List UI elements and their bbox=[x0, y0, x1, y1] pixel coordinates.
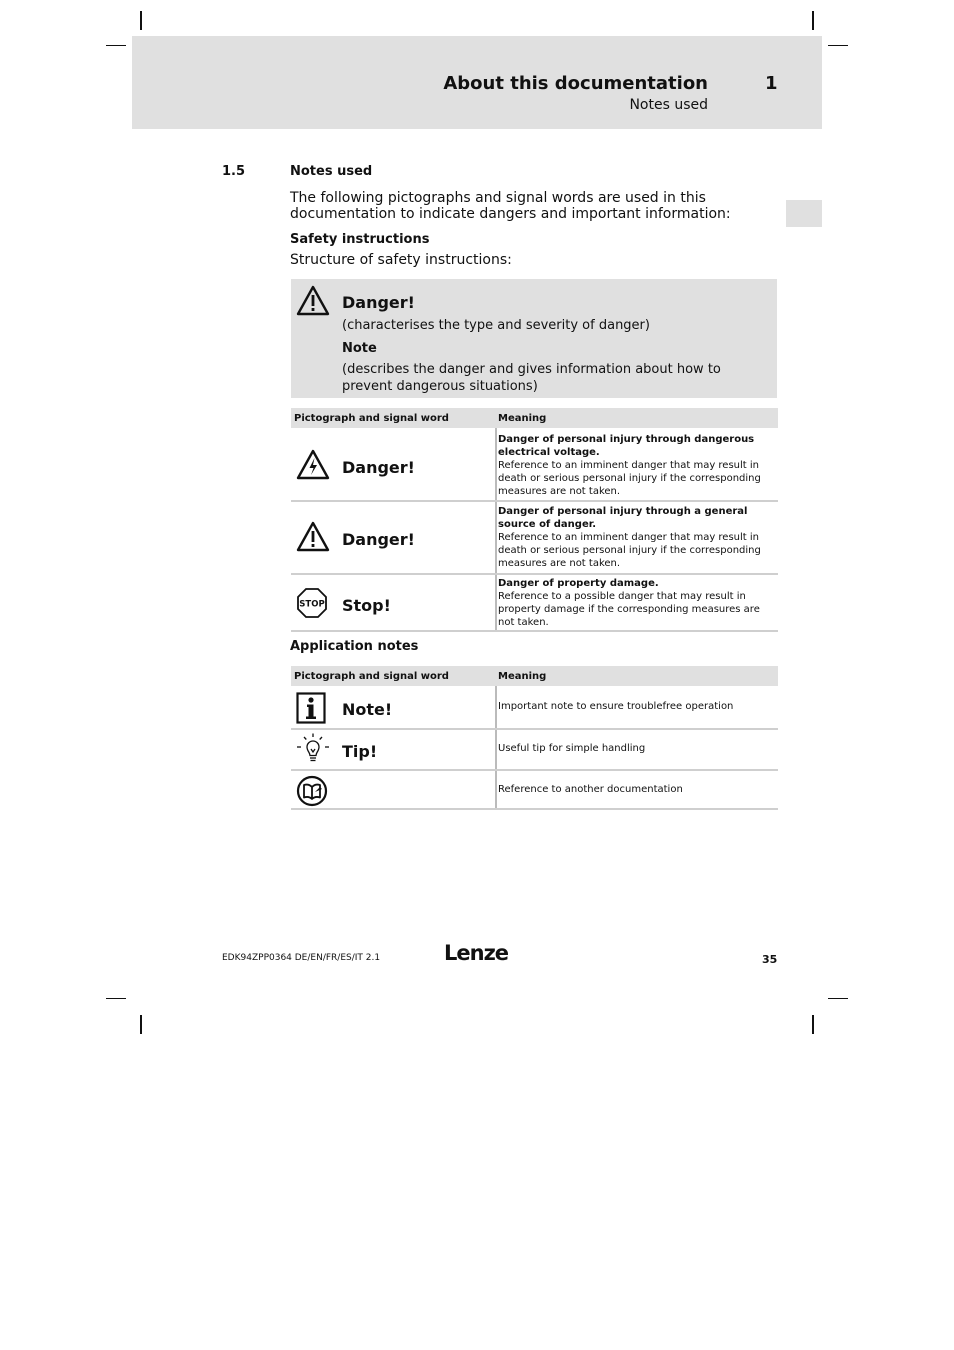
safety-structure-box bbox=[291, 279, 777, 398]
row-divider bbox=[291, 728, 778, 730]
section-title: Notes used bbox=[290, 164, 373, 179]
table-header bbox=[291, 666, 778, 686]
row-divider bbox=[291, 630, 778, 632]
table-header bbox=[291, 408, 778, 428]
application-table bbox=[291, 666, 778, 810]
section-number: 1.5 bbox=[222, 164, 246, 179]
structure-text: Structure of safety instructions: bbox=[290, 252, 512, 268]
meaning-cell bbox=[498, 505, 773, 570]
meaning-text: Reference to a possible danger that may result in property damage if the corresponding measures are not taken. bbox=[498, 591, 760, 628]
crop-mark bbox=[828, 45, 848, 46]
structure-type-text: (characterises the type and severity of danger) bbox=[342, 318, 650, 333]
info-icon bbox=[296, 692, 326, 724]
column-divider bbox=[495, 686, 497, 810]
structure-description: (describes the danger and gives information about how to prevent dangerous situations) bbox=[342, 362, 721, 394]
structure-note-label: Note bbox=[342, 341, 377, 356]
warning-triangle-icon bbox=[296, 285, 330, 317]
meaning-cell bbox=[498, 577, 773, 629]
row-divider bbox=[291, 573, 778, 575]
signal-word: Tip! bbox=[342, 742, 378, 761]
chapter-side-tab bbox=[786, 200, 822, 227]
signal-word: Danger! bbox=[342, 530, 415, 549]
meaning-text: Useful tip for simple handling bbox=[498, 743, 646, 754]
structure-signal-word: Danger! bbox=[342, 293, 415, 312]
lightbulb-icon bbox=[296, 733, 330, 765]
safety-heading: Safety instructions bbox=[290, 232, 430, 247]
column-header-meaning: Meaning bbox=[498, 413, 547, 424]
signal-word: Danger! bbox=[342, 458, 415, 477]
page-number: 35 bbox=[762, 953, 778, 966]
book-reference-icon bbox=[296, 775, 328, 807]
column-divider bbox=[495, 428, 497, 632]
stop-sign-text: STOP bbox=[299, 599, 325, 610]
crop-mark bbox=[106, 45, 126, 46]
general-warning-icon bbox=[296, 521, 330, 553]
application-heading: Application notes bbox=[290, 639, 419, 654]
meaning-text: Important note to ensure troublefree operation bbox=[498, 701, 734, 712]
signal-word: Stop! bbox=[342, 596, 391, 615]
row-divider bbox=[291, 500, 778, 502]
crop-mark bbox=[812, 11, 814, 30]
lenze-logo: Lenze bbox=[444, 941, 509, 965]
meaning-text: Reference to another documentation bbox=[498, 784, 683, 795]
meaning-text: Reference to an imminent danger that may result in death or serious personal injury if the corresponding measures are not taken. bbox=[498, 460, 761, 497]
meaning-text: Reference to an imminent danger that may result in death or serious personal injury if the corresponding measures are not taken. bbox=[498, 532, 761, 569]
meaning-cell bbox=[498, 433, 773, 498]
column-header-meaning: Meaning bbox=[498, 671, 547, 682]
chapter-number: 1 bbox=[765, 73, 778, 94]
safety-table bbox=[291, 408, 778, 632]
row-divider bbox=[291, 808, 778, 810]
signal-word: Note! bbox=[342, 700, 393, 719]
column-header-pictograph: Pictograph and signal word bbox=[294, 413, 449, 424]
meaning-title: Danger of property damage. bbox=[498, 578, 659, 589]
stop-sign-icon bbox=[296, 587, 328, 619]
crop-mark bbox=[106, 998, 126, 999]
crop-mark bbox=[140, 1015, 142, 1034]
document-id: EDK94ZPP0364 DE/EN/FR/ES/IT 2.1 bbox=[222, 953, 381, 963]
crop-mark bbox=[812, 1015, 814, 1034]
electric-voltage-warning-icon bbox=[296, 449, 330, 481]
row-divider bbox=[291, 769, 778, 771]
meaning-title: Danger of personal injury through a general source of danger. bbox=[498, 506, 748, 530]
crop-mark bbox=[828, 998, 848, 999]
page-title: About this documentation bbox=[443, 73, 708, 94]
intro-paragraph: The following pictographs and signal words are used in this documentation to indicate dangers and important information: bbox=[290, 190, 731, 222]
crop-mark bbox=[140, 11, 142, 30]
column-header-pictograph: Pictograph and signal word bbox=[294, 671, 449, 682]
page-subtitle: Notes used bbox=[629, 97, 708, 113]
meaning-title: Danger of personal injury through dangerous electrical voltage. bbox=[498, 434, 755, 458]
